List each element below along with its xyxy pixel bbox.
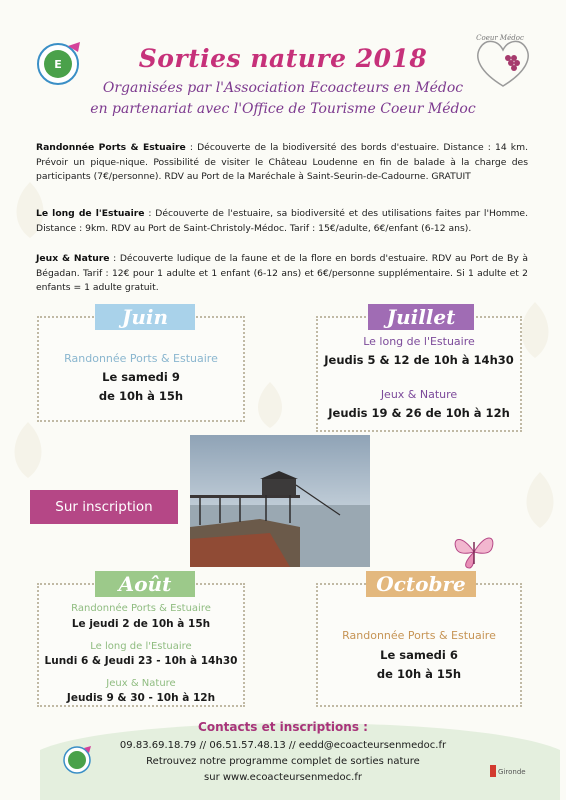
juin-time: de 10h à 15h — [98, 389, 184, 403]
juin-date: Le samedi 9 — [102, 370, 180, 384]
svg-text:E: E — [54, 58, 62, 71]
description-long-estuaire: Le long de l'Estuaire : Découverte de l'estuaire, sa biodiversité et des utilisations faites par l'Homme. Distance : 9km. RDV au Port de Saint-Christoly-Médoc. Tarif : 15€/adulte, 6€/enfant (6-12 ans). — [36, 208, 528, 234]
description-randonnee: Randonnée Ports & Estuaire : Découverte de la biodiversité des bords d'estuaire. Distance : 14 km. Prévoir un pique-nique. Possibilité de visiter le Château Loudenne en fin de balade à la charge des participants (7€/personne). RDV au Port de la Maréchale à Saint-Seurin-de-Cadourne. GRATUIT — [36, 142, 528, 182]
juin-activity: Randonnée Ports & Estuaire — [64, 352, 218, 365]
octobre-date: Le samedi 6 — [380, 648, 458, 662]
gironde-logo-icon — [490, 762, 530, 782]
leaf-decoration-icon — [520, 470, 560, 530]
contacts-title: Contacts et inscriptions : — [198, 720, 368, 734]
month-box-juillet — [316, 305, 522, 432]
aout-dates-3: Jeudis 9 & 30 - 10h à 12h — [66, 692, 216, 704]
subtitle-organizer: Organisées par l'Association Ecoacteurs en Médoc — [102, 80, 464, 96]
juillet-activity-1: Le long de l'Estuaire — [363, 335, 475, 348]
month-label-juillet: Juillet — [368, 304, 474, 330]
month-box-aout — [37, 572, 245, 707]
month-box-juin — [37, 305, 245, 422]
contacts-phone-email: 09.83.69.18.79 // 06.51.57.48.13 // eedd@ecoacteursenmedoc.fr — [119, 740, 447, 751]
octobre-time: de 10h à 15h — [376, 667, 462, 681]
contacts-programme: Retrouvez notre programme complet de sorties nature — [146, 756, 420, 767]
subtitle-partner: en partenariat avec l'Office de Tourisme Coeur Médoc — [90, 101, 476, 117]
month-label-octobre: Octobre — [366, 571, 476, 597]
aout-dates-2: Lundi 6 & Jeudi 23 - 10h à 14h30 — [44, 655, 238, 667]
leaf-decoration-icon — [250, 380, 290, 430]
month-label-juin: Juin — [95, 304, 195, 330]
juillet-activity-2: Jeux & Nature — [380, 388, 458, 401]
inscription-banner: Sur inscription — [30, 490, 178, 524]
butterfly-icon — [452, 530, 496, 572]
carrelet-photo — [190, 435, 370, 567]
month-box-octobre — [316, 572, 522, 707]
aout-dates-1: Le jeudi 2 de 10h à 15h — [71, 618, 211, 630]
aout-activity-2: Le long de l'Estuaire — [90, 641, 192, 652]
description-jeux-nature: Jeux & Nature : Découverte ludique de la faune et de la flore en bords d'estuaire. RDV au Port de By à Bégadan. Tarif : 12€ pour 1 adulte et 1 enfant (6-12 ans) et 6€/personne supplémentaire. Si 1 adulte et 2 enfants = 1 adulte gratuit. — [36, 253, 529, 293]
ecoacteurs-small-logo-icon — [62, 745, 92, 775]
juillet-dates-1: Jeudis 5 & 12 de 10h à 14h30 — [324, 353, 514, 367]
contacts-website: sur www.ecoacteursenmedoc.fr — [204, 772, 362, 783]
month-label-aout: Août — [95, 571, 195, 597]
leaf-decoration-icon — [8, 420, 48, 480]
svg-text:Coeur Médoc: Coeur Médoc — [476, 34, 524, 42]
page-title: Sorties nature 2018 — [138, 44, 428, 73]
juillet-dates-2: Jeudis 19 & 26 de 10h à 12h — [328, 406, 510, 420]
octobre-activity: Randonnée Ports & Estuaire — [342, 629, 496, 642]
aout-activity-3: Jeux & Nature — [106, 678, 176, 689]
svg-text:Gironde: Gironde — [498, 768, 526, 776]
aout-activity-1: Randonnée Ports & Estuaire — [71, 603, 211, 614]
